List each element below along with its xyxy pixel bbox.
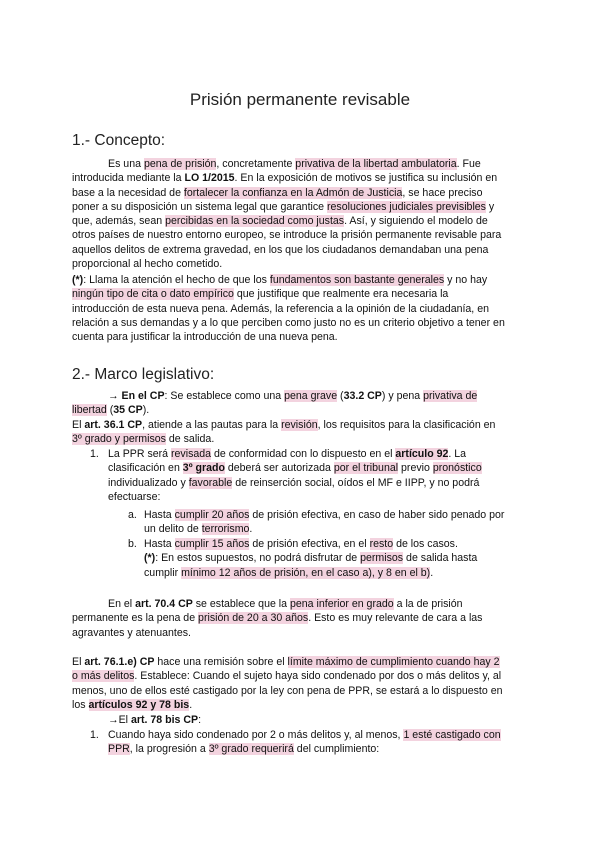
sublist-label-b: b. xyxy=(128,538,137,550)
sublist-item-a: Hasta cumplir 20 años de prisión efectiva, en caso de haber sido penado por un delito de terrorismo. xyxy=(144,509,505,536)
section-2-heading: 2.- Marco legislativo: xyxy=(72,366,215,383)
sublist-item-b: Hasta cumplir 15 años de prisión efectiva, en el resto de los casos. (*): En estos supuestos, no podrá disfrutar de permisos de salida hasta cumplir mínimo 12 años de prisión, en el caso a), y 8 en el b). xyxy=(144,538,478,579)
art-36-1: El art. 36.1 CP, atiende a las pautas para la revisión, los requisitos para la clasificación en 3º grado y permisos de salida. xyxy=(72,419,496,446)
section-1-heading: 1.- Concepto: xyxy=(72,132,166,149)
list-item-1: La PPR será revisada de conformidad con lo dispuesto en el artículo 92. La clasificación en 3º grado deberá ser autorizada por el tribunal previo pronóstico individualizado y favorable de reinserción social, oídos el MF e IIPP, y no podrá efectuarse: xyxy=(108,448,482,503)
art-76-1-e: El art. 76.1.e) CP hace una remisión sobre el límite máximo de cumplimiento cuando hay 2 o más delitos. Establece: Cuando el sujeto haya sido condenado por dos o más delitos y, al menos, uno de ellos esté castigado por la ley con pena de PPR, se estará a lo dispuesto en los artículos 92 y 78 bis. xyxy=(72,656,503,711)
list-item-2: Cuando haya sido condenado por 2 o más delitos y, al menos, 1 esté castigado con PPR, la progresión a 3º grado requerirá del cumplimiento: xyxy=(108,729,501,756)
document-title: Prisión permanente revisable xyxy=(189,90,411,109)
art-78-bis-intro: →El art. 78 bis CP: xyxy=(108,714,202,726)
cp-intro: → En el CP: Se establece como una pena grave (33.2 CP) y pena privativa de libertad (35 CP). xyxy=(72,390,478,417)
list-number-1: 1. xyxy=(90,448,99,460)
art-70-4: En el art. 70.4 CP se establece que la pena inferior en grado a la de prisión permanente es la pena de prisión de 20 a 30 años. Esto es muy relevante de cara a las agravantes y atenuantes. xyxy=(72,598,483,639)
list-number-2: 1. xyxy=(90,729,99,741)
sublist-label-a: a. xyxy=(128,509,137,521)
section-1-paragraph-1: Es una pena de prisión, concretamente privativa de la libertad ambulatoria. Fue introducida mediante la LO 1/2015. En la exposición de motivos se justifica su inclusión en base a la necesidad de fortalecer la confianza en la Admón de Justicia, se hace preciso poner a su disposición un sistema legal que garantice resoluciones judiciales previsibles y que, además, sean percibidas en la sociedad como justas. Así, y siguiendo el modelo de otros países de nuestro entorno europeo, se introduce la prisión permanente revisable para aquellos delitos de extrema gravedad, en los que los ciudadanos demandaban una pena proporcional al hecho cometido. xyxy=(72,158,502,271)
section-1-note: (*): Llama la atención el hecho de que los fundamentos son bastante generales y no hay ningún tipo de cita o dato empírico que justifique que realmente era necesaria la introducción de esta nueva pena. Además, la referencia a la opinión de la ciudadanía, en relación a sus demandas y a lo que perciben como justo no es un criterio objetivo a tener en cuenta para justificar la introducción de una nueva pena. xyxy=(72,274,505,344)
